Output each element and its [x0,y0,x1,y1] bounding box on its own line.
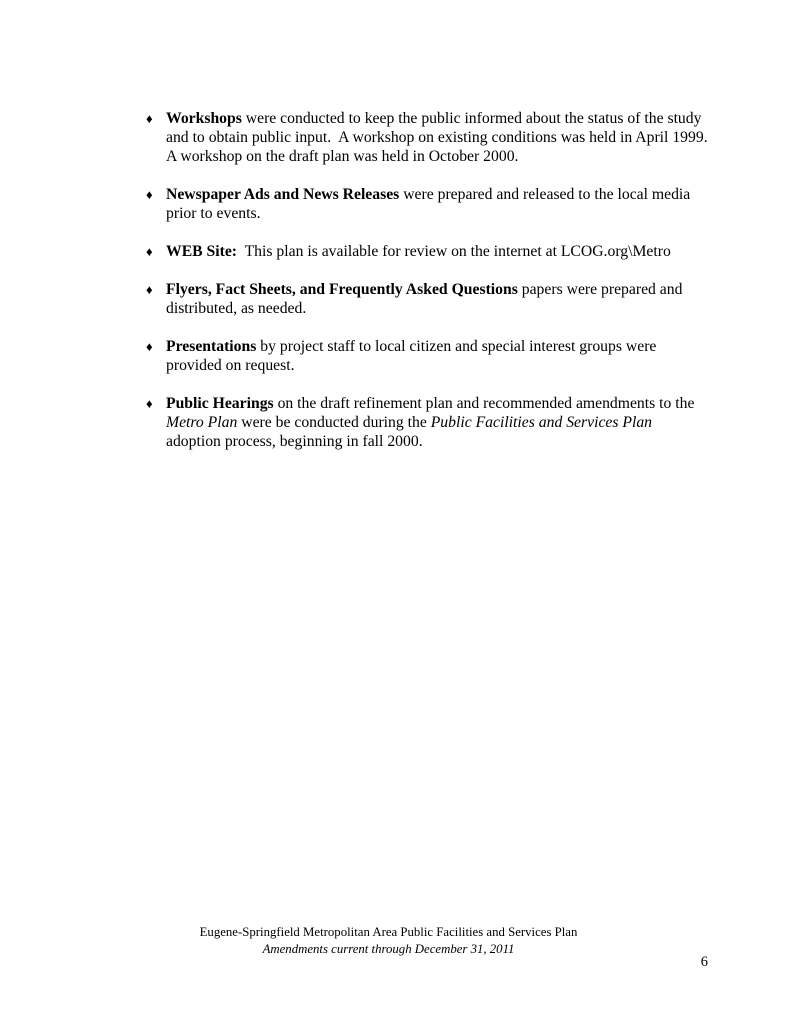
list-item [146,394,710,451]
list-item-text: WEB Site: This plan is available for review on the internet at LCOG.org\Metro [166,243,671,260]
page-number: 6 [700,954,708,970]
list-item [146,280,710,318]
bullet-list [146,109,715,451]
bullet-diamond-icon: ♦ [146,187,153,202]
list-item-text: Flyers, Fact Sheets, and Frequently Asked Questions papers were prepared and distributed, as needed. [166,281,687,317]
footer-plan-title: Eugene-Springfield Metropolitan Area Public Facilities and Services Plan [199,925,578,939]
bullet-diamond-icon: ♦ [146,339,153,354]
bullet-diamond-icon: ♦ [146,282,153,297]
page-footer [72,924,705,957]
list-item-text: Presentations by project staff to local citizen and special interest groups were provided on request. [166,338,661,374]
bullet-diamond-icon: ♦ [146,111,153,126]
list-item [146,242,710,261]
list-item [146,109,715,166]
bullet-diamond-icon: ♦ [146,244,153,259]
footer-amendments-note: Amendments current through December 31, 2011 [262,941,515,956]
bullet-diamond-icon: ♦ [146,396,153,411]
list-item [146,337,710,375]
list-item-text: Newspaper Ads and News Releases were prepared and released to the local media prior to events. [166,186,695,222]
list-item-text: Workshops were conducted to keep the public informed about the status of the study and to obtain public input. A workshop on existing conditions was held in April 1999. A workshop on the draft plan was held in October 2000. [166,110,715,165]
list-item-text: Public Hearings on the draft refinement plan and recommended amendments to the Metro Plan were be conducted during the Public Facilities and Services Plan adoption process, beginning in fall 2000. [166,395,699,450]
list-item [146,185,710,223]
